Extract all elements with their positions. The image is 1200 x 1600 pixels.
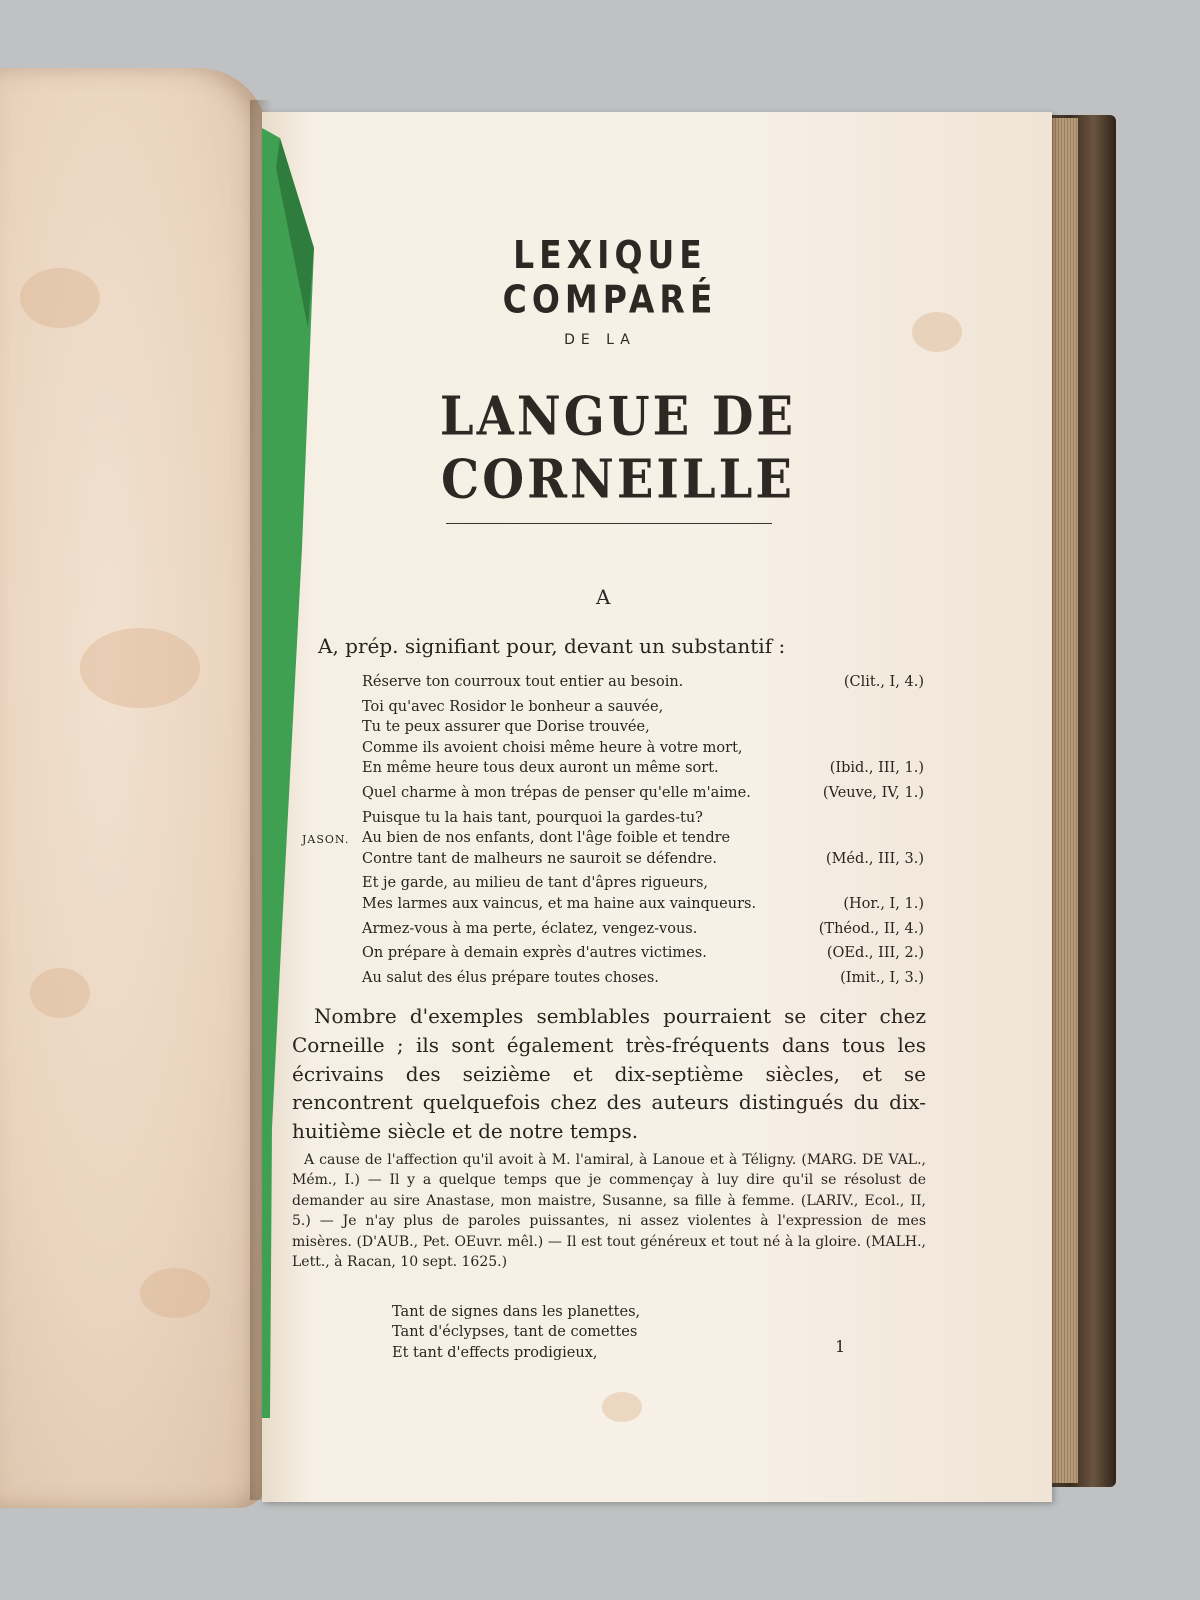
- quotation-line: [300, 808, 930, 829]
- page-title-main: LANGUE DE CORNEILLE: [439, 385, 797, 511]
- quotation-line: [300, 717, 930, 738]
- quotation-line: [300, 968, 930, 989]
- quotation-line: [300, 758, 930, 779]
- verse-text: En même heure tous deux auront un même sort.: [362, 760, 719, 777]
- citation-ref: (Théod., II, 4.): [818, 920, 924, 937]
- verse-block: [392, 1302, 640, 1363]
- verse-text: On prépare à demain exprès d'autres victimes.: [362, 945, 707, 962]
- verse-text: Puisque tu la hais tant, pourquoi la gardes-tu?: [362, 809, 703, 826]
- verse-line: Tant d'éclypses, tant de comettes: [392, 1324, 638, 1341]
- verse-text: Au salut des élus prépare toutes choses.: [362, 969, 659, 986]
- verse-text: Comme ils avoient choisi même heure à votre mort,: [362, 739, 743, 756]
- verse-line: Tant de signes dans les planettes,: [392, 1304, 641, 1320]
- speaker-label: JASON.: [302, 833, 350, 847]
- entry-intro: A, prép. signifiant pour, devant un substantif :: [318, 634, 786, 658]
- citation-ref: (Méd., III, 3.): [825, 850, 924, 867]
- page-number: 1: [835, 1337, 846, 1356]
- citation-ref: (Imit., I, 3.): [840, 969, 924, 986]
- body-paragraph: Nombre d'exemples semblables pourraient se citer chez Corneille ; ils sont également très-fréquents dans tous les écrivains des seizième et dix-septième siècles, et se rencontrent quelquefois chez des auteurs distingués du dix-huitième siècle et de notre temps.: [292, 1004, 926, 1144]
- verse-text: Quel charme à mon trépas de penser qu'elle m'aime.: [362, 784, 751, 801]
- divider-rule: [446, 523, 772, 524]
- quotation-line: [300, 738, 930, 759]
- verse-text: Toi qu'avec Rosidor le bonheur a sauvée,: [362, 698, 664, 715]
- verse-text: Armez-vous à ma perte, éclatez, vengez-vous.: [362, 920, 698, 937]
- verse-text: Et je garde, au milieu de tant d'âpres rigueurs,: [362, 875, 708, 892]
- verse-text: Au bien de nos enfants, dont l'âge foible et tendre: [362, 830, 731, 847]
- citation-paragraph: A cause de l'affection qu'il avoit à M. l'amiral, à Lanoue et à Téligny. (MARG. DE VAL., Mém., I.) — Il y a quelque temps que je commençay à luy dire qu'il se résolust de demander au sire Anastase, mon maistre, Susanne, sa fille à femme. (LARIV., Ecol., II, 5.) — Je n'ay plus de paroles puissantes, ni assez violentes à l'expression de mes misères. (D'AUB., Pet. OEuvr. mêl.) — Il est tout généreux et tout né à la gloire. (MALH., Lett., à Racan, 10 sept. 1625.): [292, 1152, 926, 1271]
- citation-ref: (Veuve, IV, 1.): [822, 784, 924, 801]
- quotation-line: [300, 849, 930, 870]
- quotation-line: [300, 828, 930, 849]
- left-page: [0, 68, 268, 1508]
- citation-ref: (Ibid., III, 1.): [829, 760, 924, 777]
- citation-ref: (Hor., I, 1.): [843, 895, 924, 912]
- quotation-line: [300, 919, 930, 940]
- quotation-line: [300, 873, 930, 894]
- verse-text: Réserve ton courroux tout entier au besoin.: [362, 674, 684, 690]
- verse-text: Contre tant de malheurs ne sauroit se défendre.: [362, 850, 717, 867]
- quotation-list: [300, 672, 930, 988]
- quotation-line: [300, 943, 930, 964]
- citation-ref: (Clit., I, 4.): [843, 674, 924, 690]
- verse-text: Mes larmes aux vaincus, et ma haine aux vainqueurs.: [362, 895, 757, 912]
- quotation-line: [300, 697, 930, 718]
- verse-text: Tu te peux assurer que Dorise trouvée,: [362, 719, 650, 736]
- page-title: LEXIQUE COMPARÉ: [502, 232, 718, 322]
- section-letter: A: [596, 585, 611, 609]
- citation-ref: (OEd., III, 2.): [826, 945, 924, 962]
- quotation-line: [300, 672, 930, 693]
- quotation-line: [300, 894, 930, 915]
- verse-line: Et tant d'effects prodigieux,: [392, 1344, 598, 1361]
- quotation-line: [300, 783, 930, 804]
- page-subtitle: DE LA: [564, 332, 636, 348]
